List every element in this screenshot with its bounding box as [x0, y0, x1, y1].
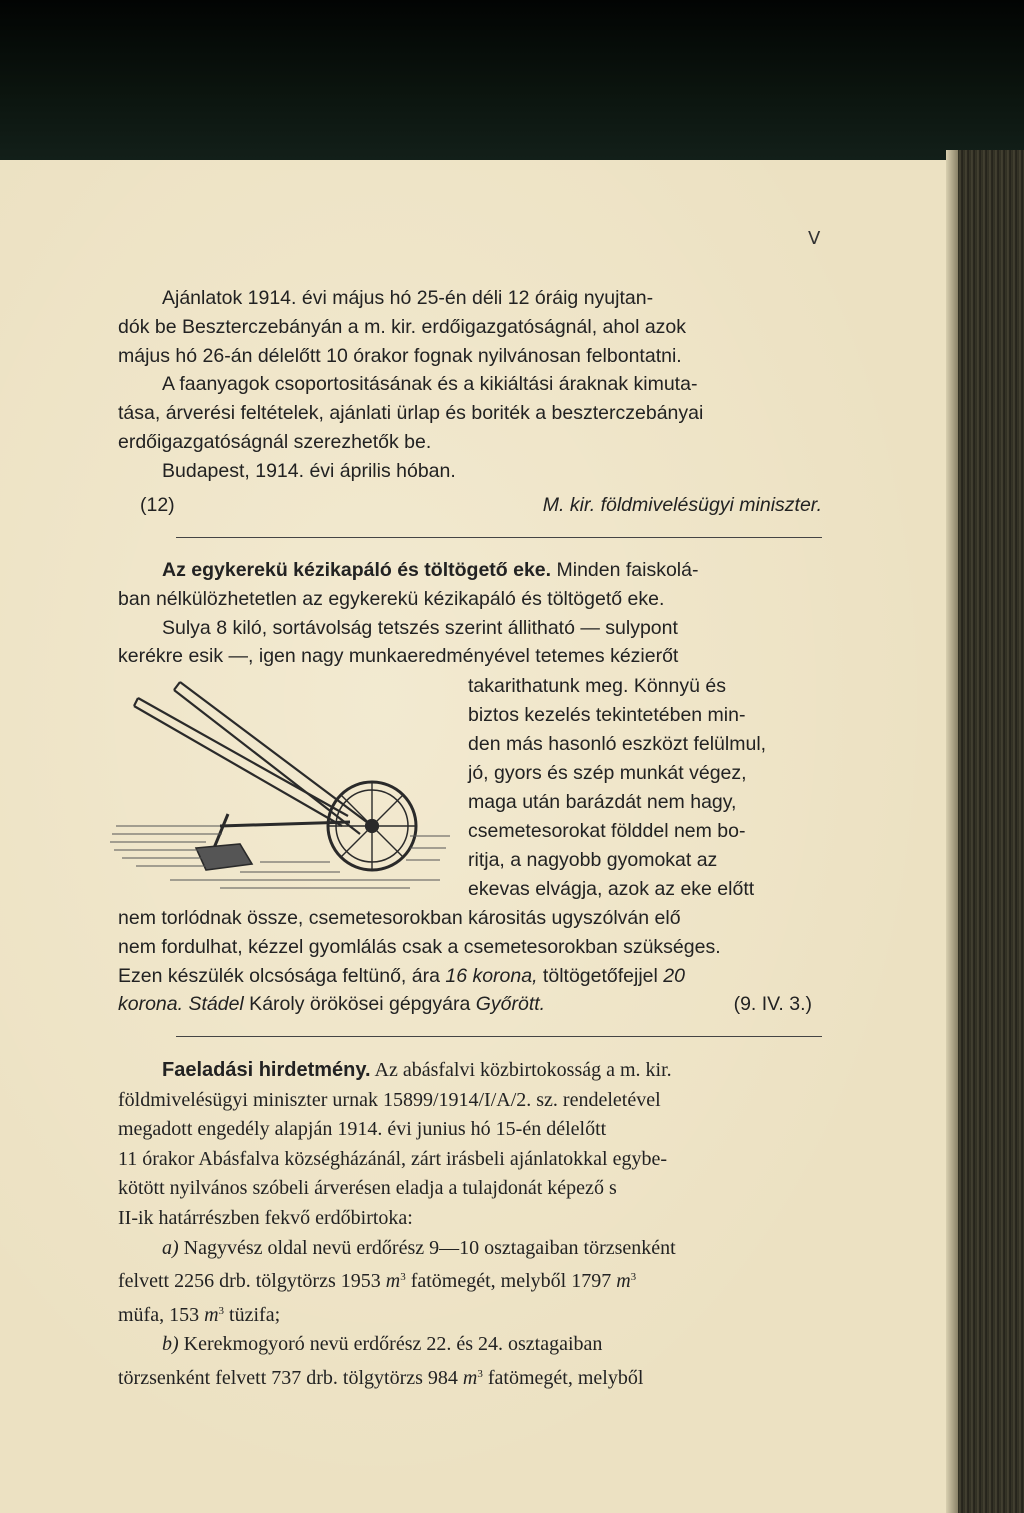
unit: m: [204, 1303, 219, 1326]
notice-hoe-plough-wrapped: [468, 672, 824, 904]
notice-heading: Az egykerekü kézikapáló és töltögető eke.: [162, 559, 552, 581]
text-line: takarithatunk meg. Könnyü és: [468, 675, 726, 697]
text-fragment: müfa, 153: [118, 1303, 205, 1326]
unit-exponent: 3: [477, 1367, 483, 1380]
text-fragment: törzsenként felvett 737 drb. tölgytörzs 984: [118, 1366, 463, 1389]
text-line: megadott engedély alapján 1914. évi junius hó 15-én délelőtt: [118, 1118, 607, 1141]
unit: m: [385, 1270, 401, 1293]
maker-name: Stádel: [188, 993, 244, 1016]
price: 20: [663, 964, 685, 987]
page-number: V: [808, 228, 821, 249]
item-label: a): [162, 1236, 179, 1259]
text-line: földmivelésügyi miniszter urnak 15899/1914/I/A/2. sz. rendeletével: [118, 1088, 661, 1111]
text-fragment: Nagyvész oldal nevü erdőrész 9—10 osztagaiban törzsenként: [178, 1236, 676, 1259]
text-line: [118, 1360, 824, 1394]
text-line: [118, 962, 824, 991]
text-line: biztos kezelés tekintetében min-: [468, 704, 746, 726]
text-line: Ajánlatok 1914. évi május hó 25-én déli 12 óráig nyujtan-: [162, 287, 654, 309]
unit: m: [616, 1270, 631, 1293]
text-line: ritja, a nagyobb gyomokat az: [468, 849, 718, 871]
text-line: Sulya 8 kiló, sortávolság tetszés szerint állitható — sulypont: [162, 616, 678, 639]
text-line: dók be Beszterczebányán a m. kir. erdőigazgatóságnál, ahol azok: [118, 315, 687, 338]
text-fragment: Ezen készülék olcsósága feltünő, ára: [118, 964, 446, 987]
text-line: [118, 1330, 824, 1360]
item-label: b): [162, 1333, 179, 1356]
text-line: nem torlódnak össze, csemetesorokban kárositás ugyszólván elő: [118, 907, 681, 929]
price: 16 korona,: [445, 964, 538, 987]
signature: M. kir. földmivelésügyi miniszter.: [542, 494, 822, 516]
place-name: Győrött.: [475, 993, 546, 1016]
text-line: [118, 1297, 824, 1331]
text-line: 11 órakor Abásfalva községházánál, zárt irásbeli ajánlatokkal egybe-: [118, 1147, 668, 1170]
unit-exponent: 3: [218, 1304, 225, 1317]
scan-background: [0, 0, 1024, 165]
text-fragment: Kerekmogyoró nevü erdőrész 22. és 24. osztagaiban: [178, 1333, 603, 1356]
text-line: kerékre esik —, igen nagy munkaeredményével tetemes kézierőt: [118, 645, 679, 668]
text-fragment: Az abásfalvi közbirtokosság a m. kir.: [374, 1059, 672, 1081]
text-line: A faanyagok csoportositásának és a kikiáltási áraknak kimuta-: [162, 373, 698, 396]
notice-heading: Faeladási hirdetmény.: [162, 1059, 371, 1081]
reference-number: (12): [140, 494, 175, 516]
text-fragment: tüzifa;: [224, 1303, 281, 1326]
reference-number: (9. IV. 3.): [733, 993, 812, 1016]
notice-hoe-plough-tail: [118, 904, 824, 1019]
text-line: nem fordulhat, kézzel gyomlálás csak a csemetesorokban szükséges.: [118, 935, 721, 958]
text-line: ekevas elvágja, azok az eke előtt: [468, 878, 755, 900]
text-line: maga után barázdát nem hagy,: [468, 791, 737, 813]
text-line: csemetesorokat földdel nem bo-: [468, 820, 746, 842]
text-line: Az egykerekü kézikapáló és töltögető eke. Minden faiskolá-: [162, 559, 699, 581]
unit-exponent: 3: [630, 1271, 637, 1284]
text-line: [118, 1234, 824, 1264]
price: korona.: [118, 993, 184, 1016]
text-line: ban nélkülözhetetlen az egykerekü kézikapáló és töltögető eke.: [118, 587, 665, 610]
text-line: [118, 1056, 824, 1086]
text-line: [118, 990, 824, 1019]
text-line: Budapest, 1914. évi április hóban.: [162, 459, 456, 482]
text-line: [118, 1263, 824, 1297]
text-line: május hó 26-án délelőtt 10 órakor fognak nyilvánosan felbontatni.: [118, 344, 682, 367]
text-fragment: fatömegét, melyből: [482, 1366, 644, 1389]
unit-exponent: 3: [400, 1271, 406, 1284]
text-line: tása, árverési feltételek, ajánlati ürlap és boriték a beszterczebányai: [118, 402, 704, 425]
notice-hoe-plough: [118, 556, 824, 671]
unit: m: [462, 1366, 478, 1389]
text-line: jó, gyors és szép munkát végez,: [468, 762, 747, 784]
plough-illustration: [110, 676, 460, 908]
divider: [176, 537, 822, 538]
text-line: den más hasonló eszközt felülmul,: [468, 733, 767, 755]
divider: [176, 1036, 822, 1037]
text-line: erdőigazgatóságnál szerezhetők be.: [118, 430, 432, 453]
text-fragment: Károly örökösei gépgyára: [243, 993, 476, 1016]
page-edge-highlight: [946, 150, 958, 1513]
text-fragment: fatömegét, melyből 1797: [405, 1270, 617, 1293]
text-fragment: felvett 2256 drb. tölgytörzs 1953: [118, 1270, 386, 1293]
text-fragment: töltögetőfejjel: [537, 964, 664, 987]
text-line: II-ik határrészben fekvő erdőbirtoka:: [118, 1206, 413, 1229]
text-line: kötött nyilvános szóbeli árverésen eladja a tulajdonát képező s: [118, 1177, 617, 1200]
notice-timber-sale: [118, 1056, 824, 1394]
notice-bids: [118, 284, 824, 486]
